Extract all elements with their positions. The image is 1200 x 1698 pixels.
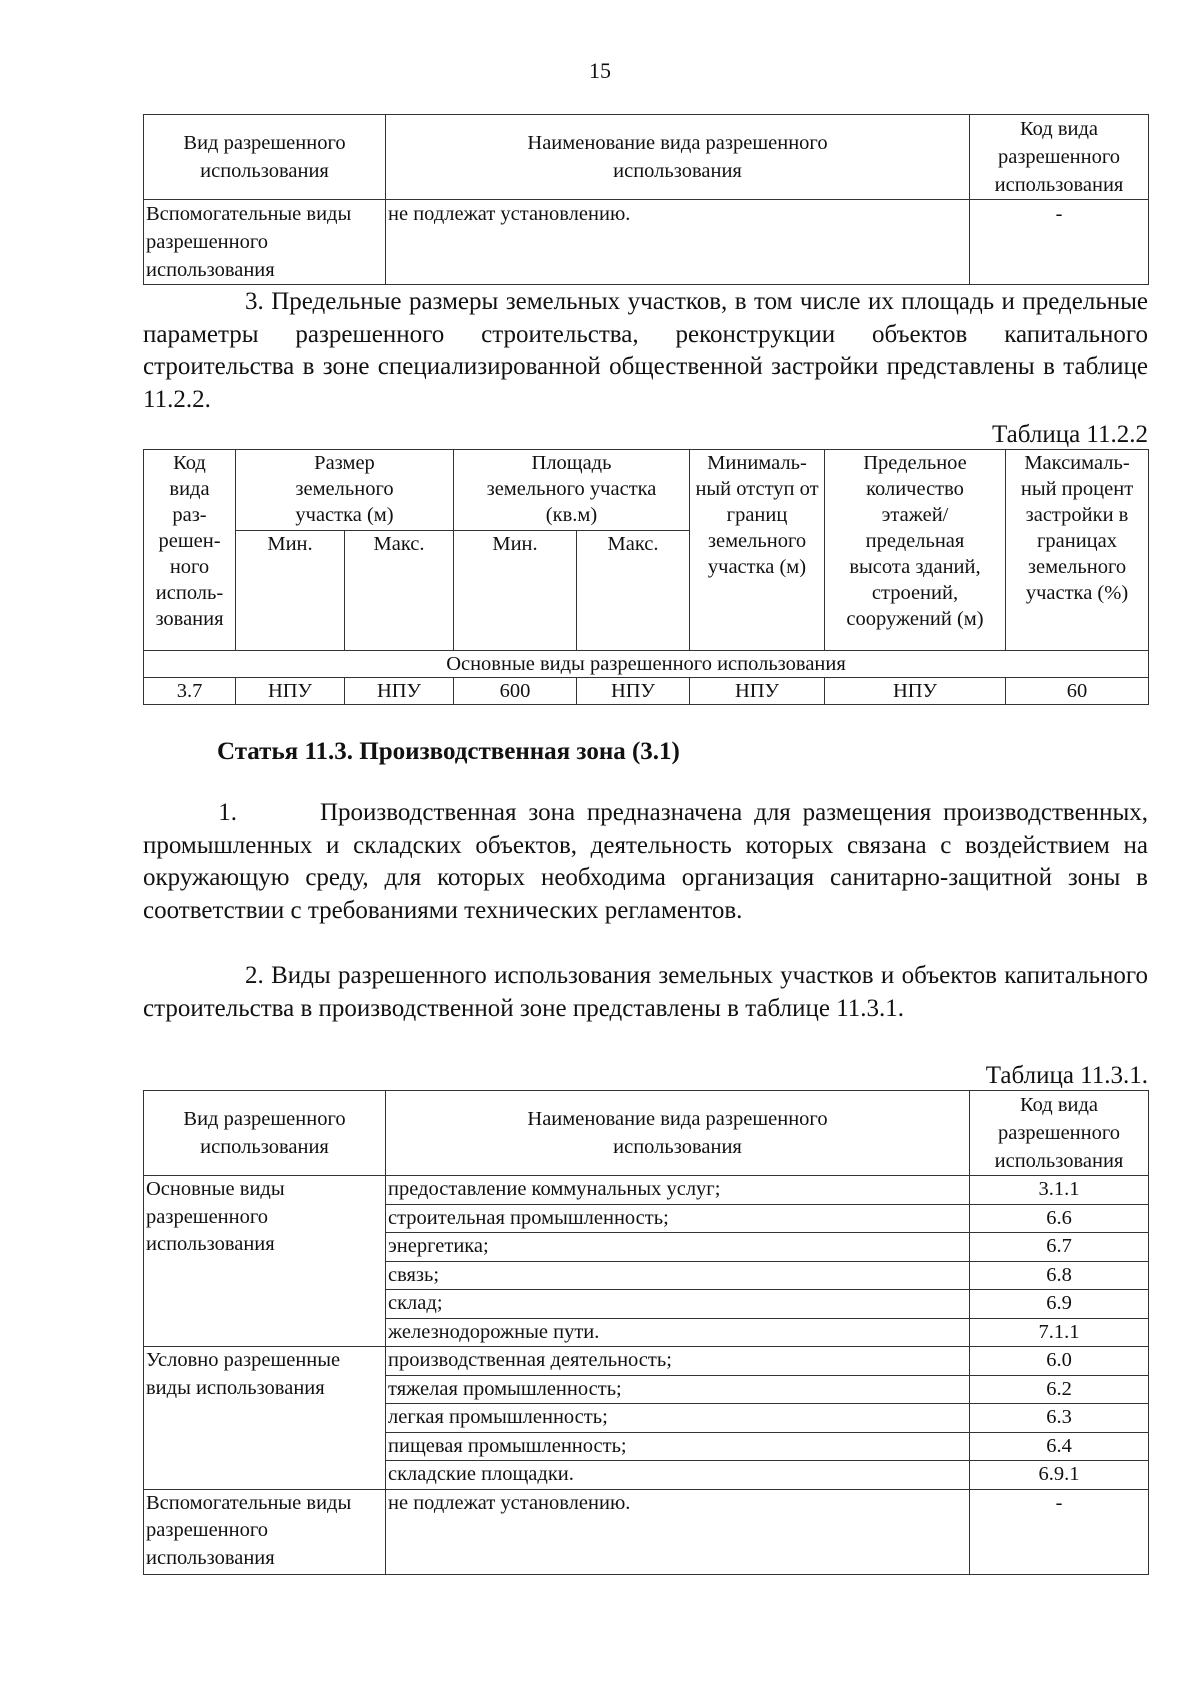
row-use-code: 6.9.1 bbox=[970, 1461, 1149, 1490]
row-use-code: 6.9 bbox=[970, 1290, 1149, 1319]
row-use-name: не подлежат установлению. bbox=[386, 200, 970, 285]
table-row bbox=[144, 678, 1149, 705]
cell-area-min: 600 bbox=[454, 678, 577, 705]
header-use-code: Код вида разрешенного использования bbox=[970, 115, 1149, 200]
header-size-max: Макс. bbox=[345, 531, 454, 651]
table-11-2-2 bbox=[143, 449, 1149, 705]
cell-floors-height: НПУ bbox=[825, 678, 1006, 705]
row-use-code: 6.0 bbox=[970, 1347, 1149, 1376]
cell-code: 3.7 bbox=[144, 678, 236, 705]
row-use-code: - bbox=[970, 200, 1149, 285]
cell-min-offset: НПУ bbox=[690, 678, 825, 705]
row-use-name: связь; bbox=[386, 1261, 970, 1290]
table-section-row bbox=[144, 651, 1149, 678]
header-area-min: Мин. bbox=[454, 531, 577, 651]
header-code: Код вида раз-решен-ного исполь-зования bbox=[144, 450, 236, 651]
table-row bbox=[144, 1176, 1149, 1205]
paragraph-number: 1. bbox=[218, 799, 237, 826]
cell-area-max: НПУ bbox=[577, 678, 690, 705]
row-use-name: предоставление коммунальных услуг; bbox=[386, 1176, 970, 1205]
row-use-code: - bbox=[970, 1489, 1149, 1574]
row-group-label: Вспомогательные виды разрешенного использования bbox=[144, 1489, 386, 1574]
table-row bbox=[144, 200, 1149, 285]
cell-size-max: НПУ bbox=[345, 678, 454, 705]
cell-size-min: НПУ bbox=[236, 678, 345, 705]
section-main-uses: Основные виды разрешенного использования bbox=[144, 651, 1149, 678]
row-group-label: Условно разрешенные виды использования bbox=[144, 1347, 386, 1490]
table-row bbox=[144, 1489, 1149, 1574]
row-use-code: 7.1.1 bbox=[970, 1318, 1149, 1347]
row-use-name: энергетика; bbox=[386, 1233, 970, 1262]
row-use-code: 6.4 bbox=[970, 1432, 1149, 1461]
row-use-code: 6.6 bbox=[970, 1204, 1149, 1233]
header-area-max: Макс. bbox=[577, 531, 690, 651]
paragraph-industrial-zone-purpose: 1. Производственная зона предназначена для размещения производственных, промышленных и складских объектов, деятельность которых связана с воздействием на окружающую среду, для которых необходима организация санитарно-защитной зоны в соответствии с требованиями технических регламентов. bbox=[143, 799, 1148, 924]
row-use-code: 6.3 bbox=[970, 1404, 1149, 1433]
row-use-code: 6.2 bbox=[970, 1375, 1149, 1404]
table-header-row bbox=[144, 115, 1149, 200]
article-heading: Статья 11.3. Производственная зона (3.1) bbox=[217, 738, 680, 765]
row-use-name: железнодорожные пути. bbox=[386, 1318, 970, 1347]
table-row bbox=[144, 1347, 1149, 1376]
table-caption-11-3-1: Таблица 11.3.1. bbox=[985, 1062, 1148, 1089]
row-group-label: Основные виды разрешенного использования bbox=[144, 1176, 386, 1347]
header-max-percent: Максималь-ный процент застройки в границах земельного участка (%) bbox=[1006, 450, 1149, 651]
header-size-min: Мин. bbox=[236, 531, 345, 651]
row-use-code: 6.7 bbox=[970, 1233, 1149, 1262]
header-floors-height: Предельное количество этажей/ предельная высота зданий, строений, сооружений (м) bbox=[825, 450, 1006, 651]
row-use-name: склад; bbox=[386, 1290, 970, 1319]
page-number: 15 bbox=[589, 58, 611, 83]
row-use-code: 6.8 bbox=[970, 1261, 1149, 1290]
cell-max-percent: 60 bbox=[1006, 678, 1149, 705]
header-min-offset: Минималь-ный отступ от границ земельного участка (м) bbox=[690, 450, 825, 651]
header-use-code: Код вида разрешенного использования bbox=[970, 1091, 1149, 1176]
table-header-row bbox=[144, 450, 1149, 531]
row-use-name: легкая промышленность; bbox=[386, 1404, 970, 1433]
paragraph-industrial-zone-uses: 2. Виды разрешенного использования земельных участков и объектов капитального строительства в производственной зоне представлены в таблице 11.3.1. bbox=[143, 962, 1148, 1022]
table-11-3-1 bbox=[143, 1090, 1149, 1575]
header-plot-area: Площадь земельного участка (кв.м) bbox=[454, 450, 690, 531]
table-caption-11-2-2: Таблица 11.2.2 bbox=[992, 421, 1148, 448]
row-use-name: складские площадки. bbox=[386, 1461, 970, 1490]
row-use-name: пищевая промышленность; bbox=[386, 1432, 970, 1461]
table-header-row bbox=[144, 1091, 1149, 1176]
row-use-name: не подлежат установлению. bbox=[386, 1489, 970, 1574]
permitted-use-table-continued bbox=[143, 114, 1149, 285]
header-plot-size: Размер земельного участка (м) bbox=[236, 450, 454, 531]
row-use-name: производственная деятельность; bbox=[386, 1347, 970, 1376]
row-group-label: Вспомогательные виды разрешенного использования bbox=[144, 200, 386, 285]
header-use-name: Наименование вида разрешенного использования bbox=[386, 1091, 970, 1176]
paragraph-limits-intro: 3. Предельные размеры земельных участков, в том числе их площадь и предельные параметры разрешенного строительства, реконструкции объектов капитального строительства в зоне специализированной общественной застройки представлены в таблице 11.2.2. bbox=[143, 288, 1148, 413]
header-use-type: Вид разрешенного использования bbox=[144, 1091, 386, 1176]
row-use-name: строительная промышленность; bbox=[386, 1204, 970, 1233]
header-use-name: Наименование вида разрешенного использования bbox=[386, 115, 970, 200]
row-use-code: 3.1.1 bbox=[970, 1176, 1149, 1205]
table-body bbox=[144, 1176, 1149, 1575]
header-use-type: Вид разрешенного использования bbox=[144, 115, 386, 200]
row-use-name: тяжелая промышленность; bbox=[386, 1375, 970, 1404]
